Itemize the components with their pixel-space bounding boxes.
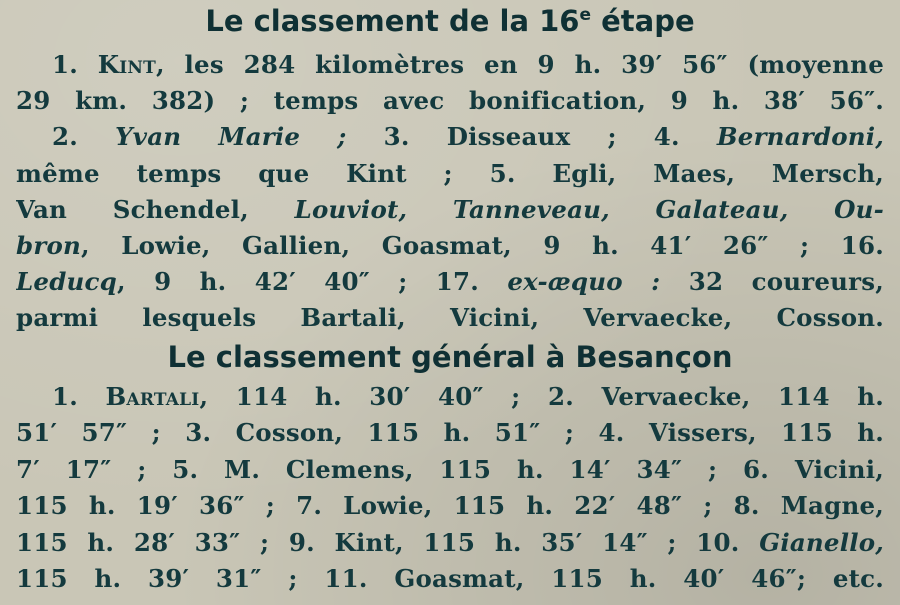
stage-text-line <box>16 265 884 299</box>
text-segment: Van Schendel, <box>16 194 295 224</box>
text-segment: 115 h. 19′ 36″ ; 7. Lowie, 115 h. 22′ 48″ ; 8. Magne, <box>16 491 884 521</box>
text-segment: 51′ 57″ ; 3. Cosson, 115 h. 51″ ; 4. Vissers, 115 h. <box>16 418 884 448</box>
text-segment: Leducq <box>16 267 118 297</box>
stage-heading-main: Le classement de la 16 <box>205 4 580 38</box>
stage-text-line <box>16 157 884 191</box>
text-segment: , 114 h. 30′ 40″ ; 2. Vervaecke, 114 h. <box>199 382 884 411</box>
stage-text-line <box>16 84 884 118</box>
text-segment: 2. <box>52 122 116 152</box>
general-text-line <box>16 562 884 596</box>
text-segment: , 9 h. 42′ 40″ ; 17. <box>117 267 508 297</box>
text-segment: 32 coureurs, <box>660 267 884 297</box>
text-segment: parmi lesquels Bartali, Vicini, Vervaecke, Cosson. <box>16 303 884 333</box>
general-text-line <box>16 526 884 560</box>
stage-heading-end: étape <box>591 4 695 38</box>
general-text-line <box>16 453 884 487</box>
stage-text-line <box>16 301 884 335</box>
text-segment: 29 km. 382) ; temps avec bonification, 9 h. 38′ 56″. <box>16 86 884 116</box>
stage-text-line <box>52 120 884 154</box>
text-segment: , les 284 kilomètres en 9 h. 39′ 56″ (moyenne <box>156 50 884 79</box>
text-segment: Bartali <box>105 382 200 411</box>
stage-heading-superscript: e <box>579 5 592 25</box>
stage-text-line <box>16 193 884 227</box>
text-segment: Kint <box>97 50 157 79</box>
text-segment: Bernardoni, <box>716 122 884 152</box>
text-segment: ex-æquo : <box>507 267 661 297</box>
text-segment: bron <box>16 231 81 260</box>
text-segment: 115 h. 28′ 33″ ; 9. Kint, 115 h. 35′ 14″ ; 10. <box>16 527 760 557</box>
general-text-line <box>52 380 884 414</box>
text-segment: Yvan Marie ; <box>115 122 347 152</box>
general-text-line <box>16 489 884 523</box>
text-segment: 7′ 17″ ; 5. M. Clemens, 115 h. 14′ 34″ ; 6. Vicini, <box>16 454 884 484</box>
text-segment: 115 h. 39′ 31″ ; 11. Goasmat, 115 h. 40′ 46″; etc. <box>16 564 884 593</box>
text-segment: , Lowie, Gallien, Goasmat, 9 h. 41′ 26″ ; 16. <box>81 231 884 260</box>
stage-text-line <box>52 48 884 82</box>
text-segment: 1. <box>52 50 98 79</box>
text-segment: Louviot, Tanneveau, Galateau, Ou- <box>294 194 884 224</box>
general-text-line <box>16 416 884 450</box>
text-segment: 1. <box>52 382 106 411</box>
stage-text-line <box>16 229 884 263</box>
stage-ranking-heading <box>0 4 900 38</box>
text-segment: même temps que Kint ; 5. Egli, Maes, Mersch, <box>16 158 884 188</box>
text-segment: 3. Disseaux ; 4. <box>346 122 717 152</box>
general-ranking-heading: Le classement général à Besançon <box>167 340 733 374</box>
text-segment: Gianello, <box>759 527 884 557</box>
